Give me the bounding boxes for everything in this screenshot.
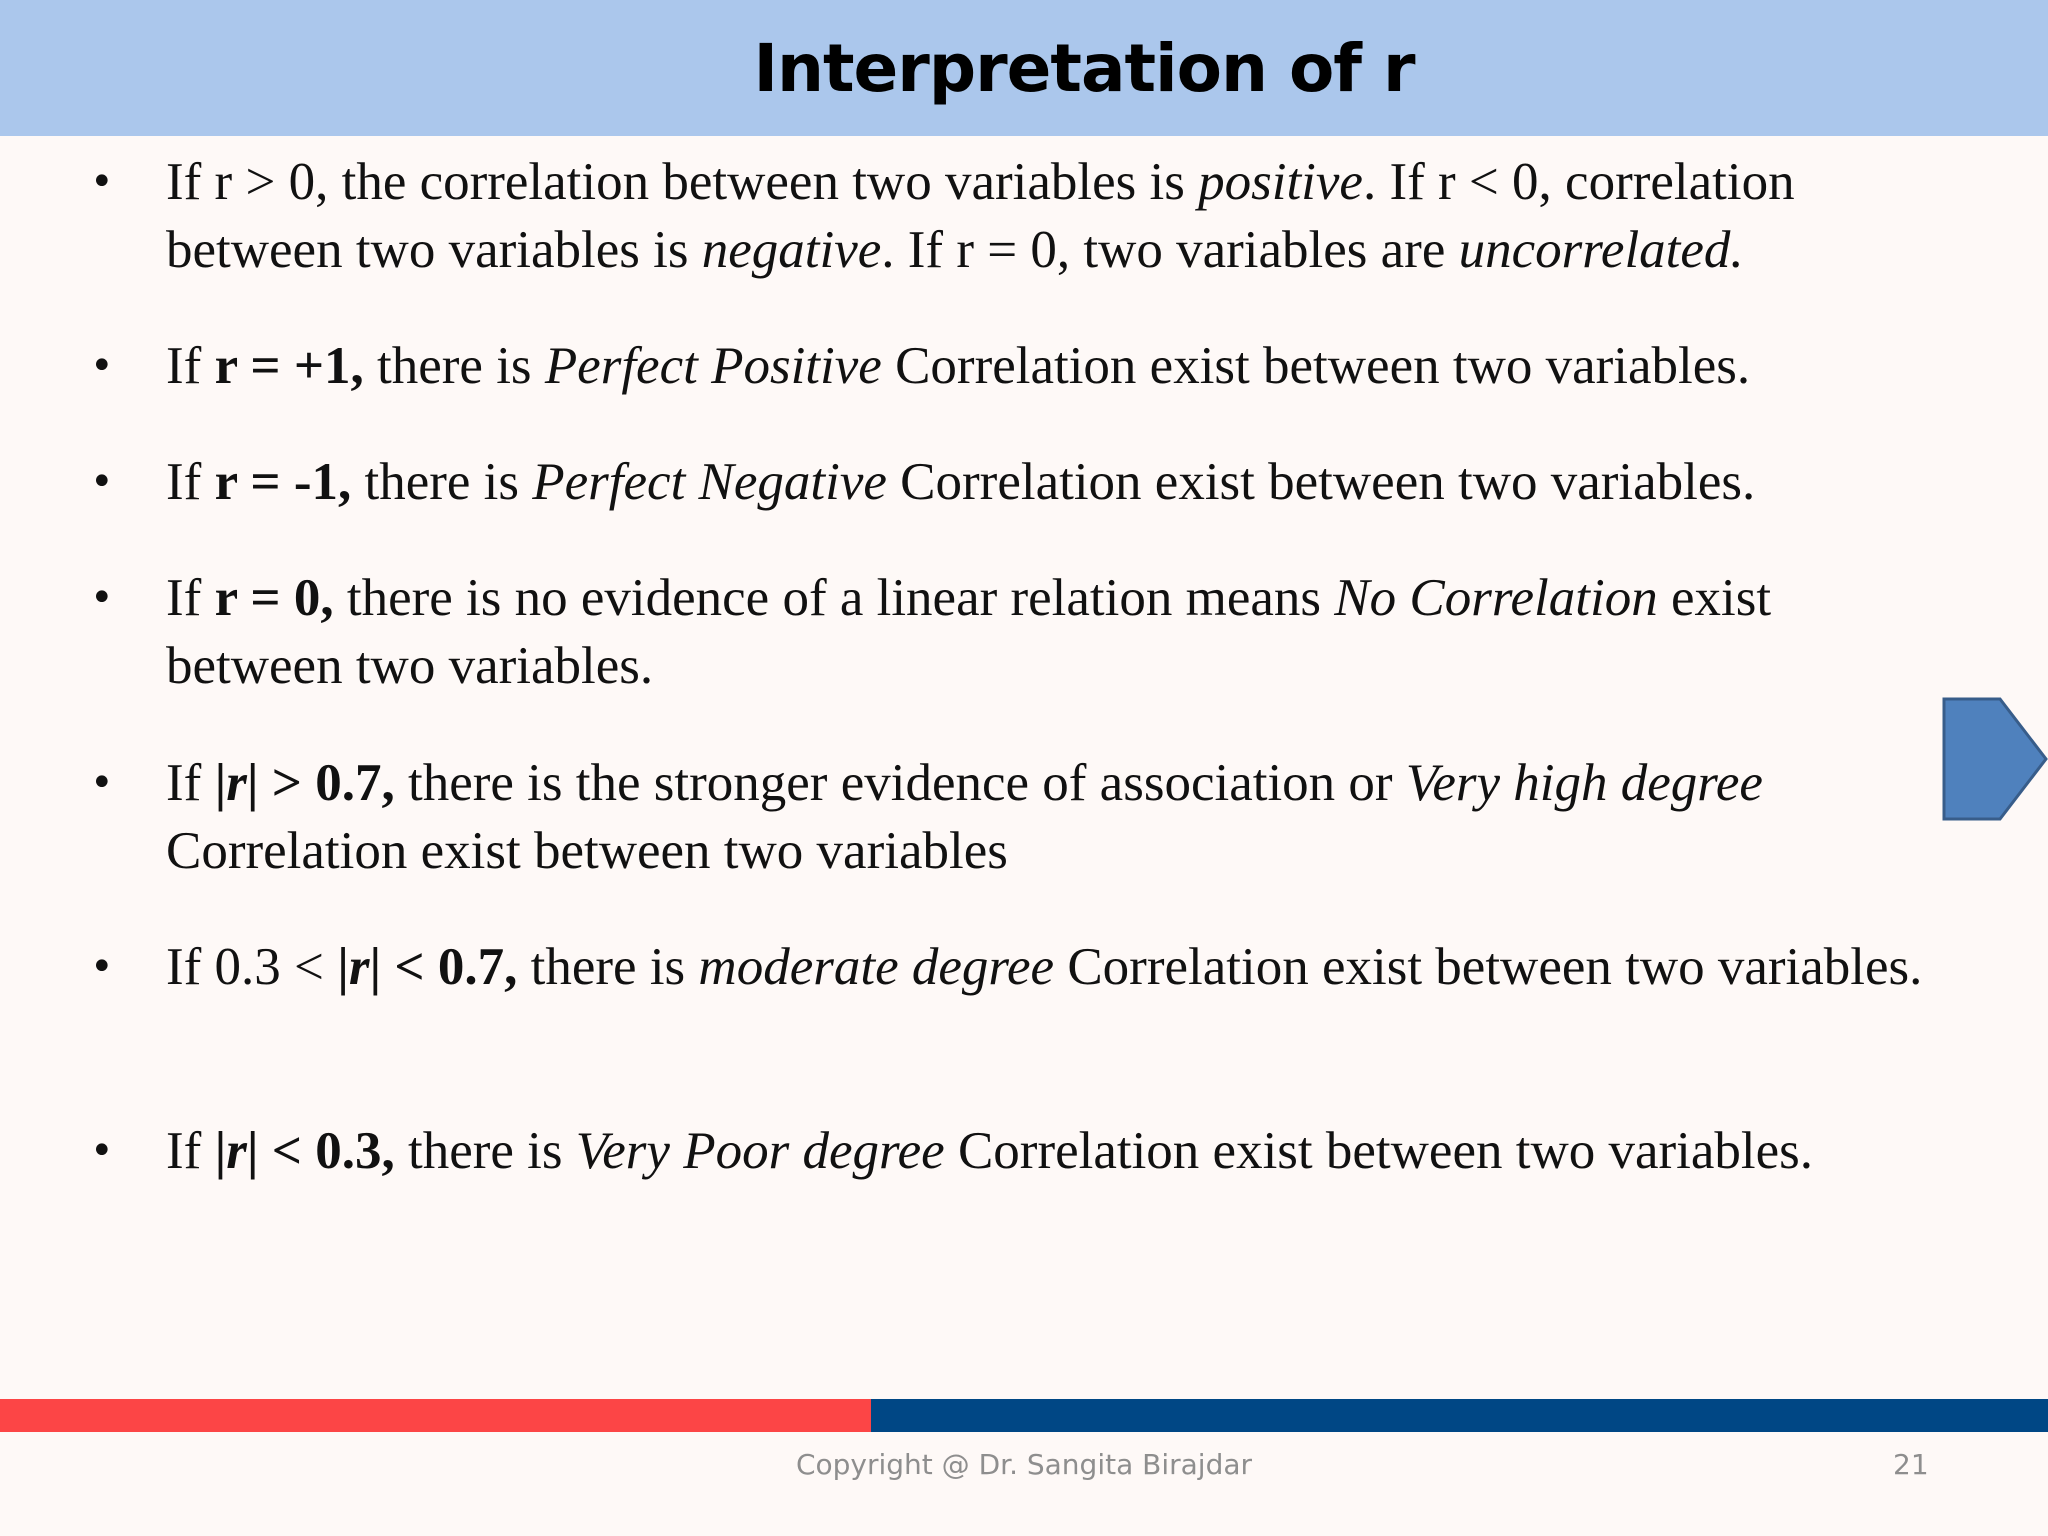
bullet-perfect-positive: • If r = +1, there is Perfect Positive Correlation exist between two variables. [166, 332, 1926, 400]
bullet-dot: • [90, 575, 114, 621]
bullet-dot: • [90, 459, 114, 505]
slide-number: 21 [1893, 1448, 1929, 1481]
copyright-footer: Copyright @ Dr. Sangita Birajdar [795, 1448, 1253, 1481]
bullet-dot: • [90, 944, 114, 990]
bullet-dot: • [90, 343, 114, 389]
footer-accent-bar-blue [871, 1399, 2048, 1432]
bullet-dot: • [90, 1128, 114, 1174]
bullet-perfect-negative: • If r = -1, there is Perfect Negative Correlation exist between two variables. [166, 448, 1926, 516]
bullet-dot: • [90, 159, 114, 205]
bullet-dot: • [90, 760, 114, 806]
bullet-no-correlation: • If r = 0, there is no evidence of a linear relation means No Correlation exist between two variables. [166, 564, 1926, 700]
slide-title: Interpretation of r [753, 29, 1415, 107]
bullet-sign-of-r: • If r > 0, the correlation between two variables is positive. If r < 0, correlation between two variables is negative. If r = 0, two variables are uncorrelated. [166, 148, 1926, 284]
footer-accent-bar-red [0, 1399, 871, 1432]
bullet-moderate-degree: • If 0.3 < |r| < 0.7, there is moderate degree Correlation exist between two variables. [166, 933, 1926, 1001]
next-slide-arrow-icon[interactable] [1938, 695, 2048, 823]
bullet-very-high-degree: • If |r| > 0.7, there is the stronger evidence of association or Very high degree Correlation exist between two variables [166, 749, 1926, 885]
bullet-very-poor-degree: • If |r| < 0.3, there is Very Poor degree Correlation exist between two variables. [166, 1117, 1926, 1185]
